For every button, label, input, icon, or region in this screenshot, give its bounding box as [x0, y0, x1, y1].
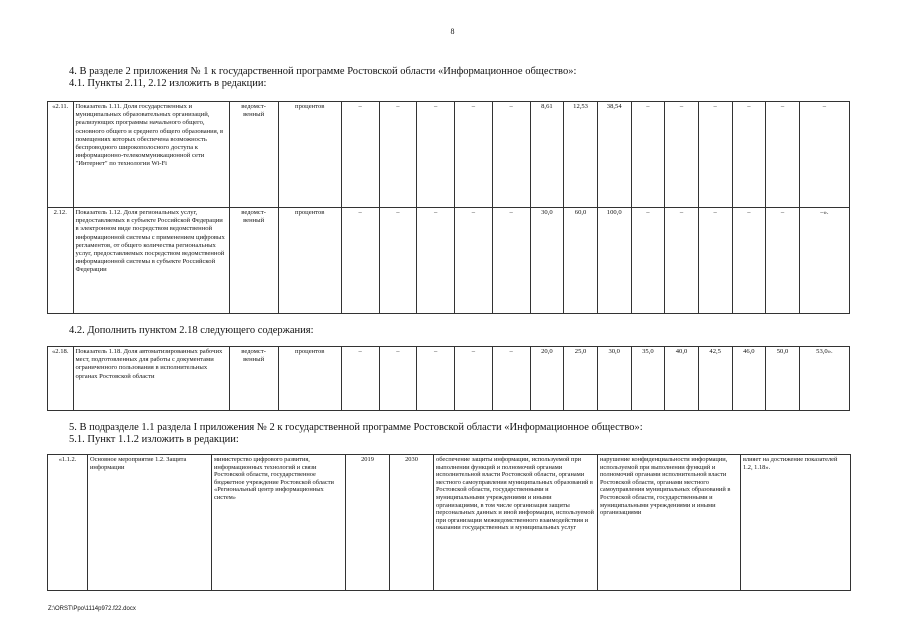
indicator-value: –: [455, 208, 493, 314]
indicator-value: 50,0: [766, 347, 800, 411]
indicator-value: 100,0: [597, 208, 631, 314]
file-path-footer: Z:\ORST\Ppo\1114p972.f22.docx: [48, 606, 136, 612]
indicator-value: –».: [799, 208, 849, 314]
indicator-type: ведомст-венный: [229, 208, 278, 314]
indicator-value: 60,0: [564, 208, 598, 314]
indicator-value: –: [417, 208, 455, 314]
indicator-value: –: [417, 102, 455, 208]
indicator-value: –: [732, 208, 766, 314]
paragraph-5-1: 5.1. Пункт 1.1.2 изложить в редакции:: [69, 434, 239, 445]
indicator-value: 40,0: [665, 347, 699, 411]
activity-consequence: нарушение конфиденциальности информации, используемой при выполнении функций и полномочий органами исполнительной власти Ростовской области, органами местного самоуправления муниципальных образований в Ростовской области, государственными и муниципальными учреждениями и иными организациями: [598, 455, 741, 591]
activity-number: «1.1.2.: [48, 455, 88, 591]
indicator-value: –: [379, 347, 417, 411]
indicator-value: –: [417, 347, 455, 411]
indicator-value: –: [799, 102, 849, 208]
indicator-value: –: [698, 102, 732, 208]
activity-expected-result: обеспечение защиты информации, используемой при выполнении функций и полномочий органами исполнительной власти Ростовской области, органами местного самоуправления муниципальных образований в Ростовской области, государственными и муниципальными учреждениями и иными организациями, в том числе организация защиты персональных данных и иной информации, используемой при организации межведомственного взаимодействия и оказании государственных и муниципальных услуг: [434, 455, 598, 591]
indicator-value: –: [341, 208, 379, 314]
indicator-unit: процентов: [278, 347, 341, 411]
indicator-value: 30,0: [530, 208, 564, 314]
indicator-value: –: [379, 102, 417, 208]
page-number: 8: [450, 27, 455, 36]
indicator-value: –: [455, 102, 493, 208]
paragraph-4-2: 4.2. Дополнить пунктом 2.18 следующего содержания:: [69, 325, 314, 336]
indicator-value: –: [631, 102, 665, 208]
indicator-type: ведомст-венный: [229, 347, 278, 411]
indicator-number: «2.18.: [48, 347, 74, 411]
activity-indicator-link: влияет на достижение показателей 1.2, 1.18».: [741, 455, 851, 591]
indicator-value: –: [766, 102, 800, 208]
indicator-value: –: [732, 102, 766, 208]
indicator-value: –: [379, 208, 417, 314]
indicator-value: –: [631, 208, 665, 314]
activity-start-year: 2019: [346, 455, 390, 591]
indicator-row: [48, 102, 850, 208]
indicator-value: 53,0».: [799, 347, 849, 411]
indicator-value: –: [665, 102, 699, 208]
indicator-name: Показатель 1.11. Доля государственных и муниципальных образовательных организаций, реализующих программы начального общего, основного общего и среднего общего образования, в помещениях которых обеспечена возможность беспроводного широкополосного доступа к информационно-телекоммуникационной сети "Интернет" по технологии Wi-Fi: [73, 102, 229, 208]
indicator-value: –: [455, 347, 493, 411]
indicator-value: 35,0: [631, 347, 665, 411]
indicator-row: [48, 208, 850, 314]
indicator-value: 42,5: [698, 347, 732, 411]
indicator-number: «2.11.: [48, 102, 74, 208]
indicator-name: Показатель 1.18. Доля автоматизированных рабочих мест, подготовленных для работы с документами ограниченного пользования в исполнительных органах Ростовской области: [73, 347, 229, 411]
indicator-value: –: [341, 102, 379, 208]
indicator-type: ведомст-венный: [229, 102, 278, 208]
indicator-value: 12,53: [564, 102, 598, 208]
indicator-value: –: [492, 347, 530, 411]
indicators-table-2-11-2-12: [47, 101, 850, 314]
indicator-unit: процентов: [278, 102, 341, 208]
indicator-unit: процентов: [278, 208, 341, 314]
activity-executor: министерство цифрового развития, информационных технологий и связи Ростовской области, государственное бюджетное учреждение Ростовской области «Региональный центр информационных систем»: [212, 455, 346, 591]
indicator-value: –: [665, 208, 699, 314]
indicator-value: 8,61: [530, 102, 564, 208]
activity-name: Основное мероприятие 1.2. Защита информации: [88, 455, 212, 591]
indicators-table-2-18: [47, 346, 850, 411]
indicator-number: 2.12.: [48, 208, 74, 314]
indicator-value: 46,0: [732, 347, 766, 411]
activity-row: [48, 455, 851, 591]
indicator-value: –: [341, 347, 379, 411]
indicator-row: [48, 347, 850, 411]
indicator-value: –: [766, 208, 800, 314]
indicator-value: 20,0: [530, 347, 564, 411]
paragraph-5: 5. В подразделе 1.1 раздела I приложения № 2 к государственной программе Ростовской области «Информационное общество»:: [69, 422, 643, 433]
indicator-value: 38,54: [597, 102, 631, 208]
indicator-name: Показатель 1.12. Доля региональных услуг, предоставляемых в субъекте Российской Федерации в электронном виде посредством ведомственной информационной системы с применением цифровых регламентов, от общего количества региональных услуг, предоставляемых посредством ведомственной информационной системы в субъекте Российской Федерации: [73, 208, 229, 314]
indicator-value: –: [492, 102, 530, 208]
activity-end-year: 2030: [390, 455, 434, 591]
paragraph-4: 4. В разделе 2 приложения № 1 к государственной программе Ростовской области «Информационное общество»:: [69, 66, 577, 77]
paragraph-4-1: 4.1. Пункты 2.11, 2.12 изложить в редакции:: [69, 78, 267, 89]
indicator-value: –: [698, 208, 732, 314]
indicator-value: 30,0: [597, 347, 631, 411]
indicator-value: 25,0: [564, 347, 598, 411]
activity-table-1-1-2: [47, 454, 851, 591]
indicator-value: –: [492, 208, 530, 314]
